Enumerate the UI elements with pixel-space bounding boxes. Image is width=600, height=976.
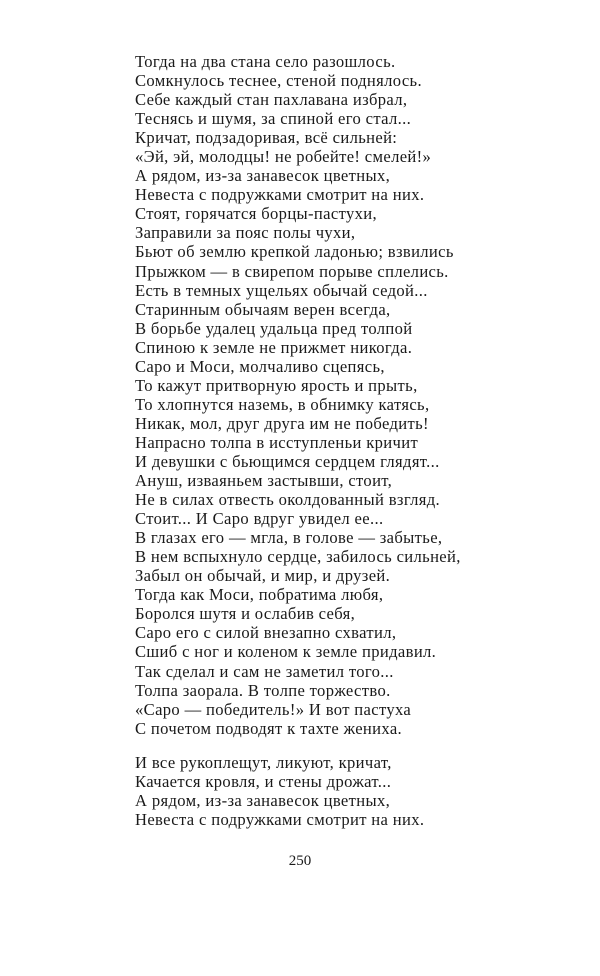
poem-line: Невеста с подружками смотрит на них. (135, 809, 425, 829)
poem-line: То хлопнутся наземь, в обнимку катясь, (135, 394, 430, 414)
poem-line: Напрасно толпа в исступленьи кричит (135, 432, 419, 452)
poem-line: В глазах его — мгла, в голове — забытье, (135, 528, 443, 548)
poem-line: А рядом, из-за занавесок цветных, (135, 166, 391, 186)
poem-line: То кажут притворную ярость и прыть, (135, 375, 418, 395)
poem-line: Невеста с подружками смотрит на них. (135, 185, 425, 205)
poem-line: Ануш, изваяньем застывши, стоит, (135, 471, 393, 491)
poem-line: Тогда на два стана село разошлось. (135, 52, 396, 71)
poem-line: Теснясь и шумя, за спиной его стал... (135, 109, 412, 129)
poem-line: Саро и Моси, молчаливо сцепясь, (135, 356, 385, 376)
poem-line: Забыл он обычай, и мир, и друзей. (135, 566, 391, 586)
poem-line: Кричат, подзадоривая, всё сильней: (135, 128, 398, 148)
poem-line: Старинным обычаям верен всегда, (135, 299, 391, 319)
poem-line: Не в силах отвесть околдованный взгляд. (135, 490, 441, 510)
poem-line: И все рукоплещут, ликуют, кричат, (135, 752, 392, 772)
poem-line: А рядом, из-за занавесок цветных, (135, 790, 391, 810)
poem-line: «Эй, эй, молодцы! не робейте! смелей!» (135, 147, 432, 167)
poem-line: Тогда как Моси, побратима любя, (135, 585, 384, 605)
poem-line: Стоят, горячатся борцы-пастухи, (135, 204, 378, 224)
stanza-2 (135, 753, 535, 829)
poem-line: Заправили за пояс полы чухи, (135, 223, 356, 243)
poem-line: Саро его с силой внезапно схватил, (135, 623, 397, 643)
poem-line: В нем вспыхнуло сердце, забилось сильней, (135, 547, 461, 567)
poem-line: Никак, мол, друг друга им не победить! (135, 413, 429, 433)
poem-line: Сшиб с ног и коленом к земле придавил. (135, 642, 437, 662)
poem-line: Так сделал и сам не заметил того... (135, 661, 394, 681)
poem-line: Боролся шутя и ослабив себя, (135, 604, 356, 624)
poem-line: Прыжком — в свирепом порыве сплелись. (135, 261, 449, 281)
poem-line: Есть в темных ущельях обычай седой... (135, 280, 428, 300)
poem-line: И девушки с бьющимся сердцем глядят... (135, 451, 440, 471)
stanza-1 (135, 52, 535, 738)
poem-line: Стоит... И Саро вдруг увидел ее... (135, 509, 384, 529)
poem-line: Бьют об землю крепкой ладонью; взвились (135, 242, 454, 262)
poem-line: Себе каждый стан пахлавана избрал, (135, 90, 408, 110)
poem-text (135, 52, 535, 829)
poem-line: Сомкнулось теснее, стеной поднялось. (135, 71, 422, 91)
poem-line: В борьбе удалец удальца пред толпой (135, 318, 413, 338)
poem-line: «Саро — победитель!» И вот пастуха (135, 699, 412, 719)
page-number: 250 (288, 853, 312, 869)
poem-line: Толпа заорала. В толпе торжество. (135, 680, 391, 700)
poem-line: С почетом подводят к тахте жениха. (135, 718, 403, 738)
poem-line: Спиною к земле не прижмет никогда. (135, 337, 413, 357)
poem-line: Качается кровля, и стены дрожат... (135, 771, 392, 791)
